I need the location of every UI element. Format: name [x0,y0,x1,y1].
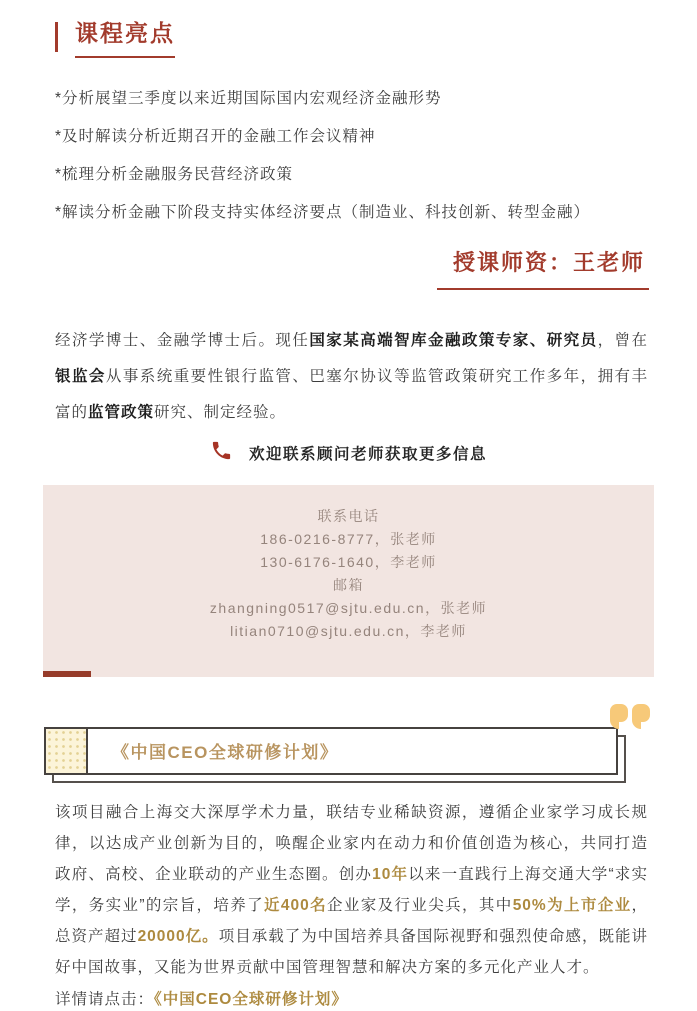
faculty-bio [55,323,648,431]
text-segment: 企业家及行业尖兵，其中 [327,896,513,914]
faculty-title: 授课师资：王老师 [437,250,649,290]
text-segment: 近400名 [264,896,328,914]
ceo-program-title: 《中国CEO全球研修计划》 [112,743,339,762]
highlight-item: *梳理分析金融服务民营经济政策 [55,166,294,183]
faculty-heading-row [0,232,649,309]
contact-line-phone-label: 联系电话 [317,507,380,524]
text-segment: 10年 [372,865,409,883]
text-segment: 50%为上市企业 [512,896,632,914]
text-segment: 银监会 [55,367,106,385]
highlight-item: *分析展望三季度以来近期国际国内宏观经济金融形势 [55,90,442,107]
text-segment: ，总资产超过 [55,896,648,945]
text-segment: 国家某高端智库金融政策专家、研究员 [309,331,598,349]
text-segment: 经济学博士、金融学博士后。现任 [55,331,310,349]
text-segment: 从事系统重要性银行监管、巴塞尔协议等监管政策研究工作多年，拥有丰富的 [55,367,648,421]
closing-quote-icon [610,704,650,736]
highlight-item: *及时解读分析近期召开的金融工作会议精神 [55,128,376,145]
text-segment: ，曾在 [597,331,648,349]
text-segment: 以来一直践行上海交通大学“求实学，务实业”的宗旨，培养了 [55,865,648,914]
dotted-pattern-square [46,729,88,773]
ceo-program-banner [44,727,618,775]
contact-line-phone-zhang: 186-0216-8777，张老师 [260,530,437,547]
contact-banner [0,441,697,465]
banner-box [44,727,618,775]
text-segment: 项目承载了为中国培养具备国际视野和强烈使命感，既能讲好中国故事，又能为世界贡献中国管理智慧和解决方案的多元化产业人才。 [55,927,648,976]
ceo-program-link[interactable]: 《中国CEO全球研修计划》 [154,990,348,1008]
heading-accent-bar [55,22,58,52]
contact-info-box [43,485,654,677]
course-highlights-list [55,80,653,232]
text-segment: 该项目融合上海交大深厚学术力量，联结专业稀缺资源，遵循企业家学习成长规律，以达成产业创新为目的，唤醒企业家内在动力和价值创造为核心，共同打造政府、高校、企业联动的产业生态圈。创办 [55,803,648,883]
contact-line-email-zhang: zhangning0517@sjtu.edu.cn，张老师 [209,599,488,616]
contact-line-email-label: 邮箱 [333,576,364,593]
details-label: 详情请点击： [55,990,155,1008]
contact-banner-text: 欢迎联系顾问老师获取更多信息 [248,445,487,463]
highlight-item: *解读分析金融下阶段支持实体经济要点（制造业、科技创新、转型金融） [55,204,591,221]
text-segment: 20000亿。 [137,927,219,945]
text-segment: 研究、制定经验。 [154,403,287,421]
contact-line-email-li: litian0710@sjtu.edu.cn，李老师 [230,622,467,639]
ceo-program-description [55,797,648,983]
text-segment: 监管政策 [88,403,155,421]
phone-handset-icon [210,439,233,467]
course-highlights-title: 课程亮点 [75,20,175,58]
contact-box-accent-bar [43,671,91,677]
details-row [55,989,697,1011]
contact-line-phone-li: 130-6176-1640，李老师 [260,553,437,570]
